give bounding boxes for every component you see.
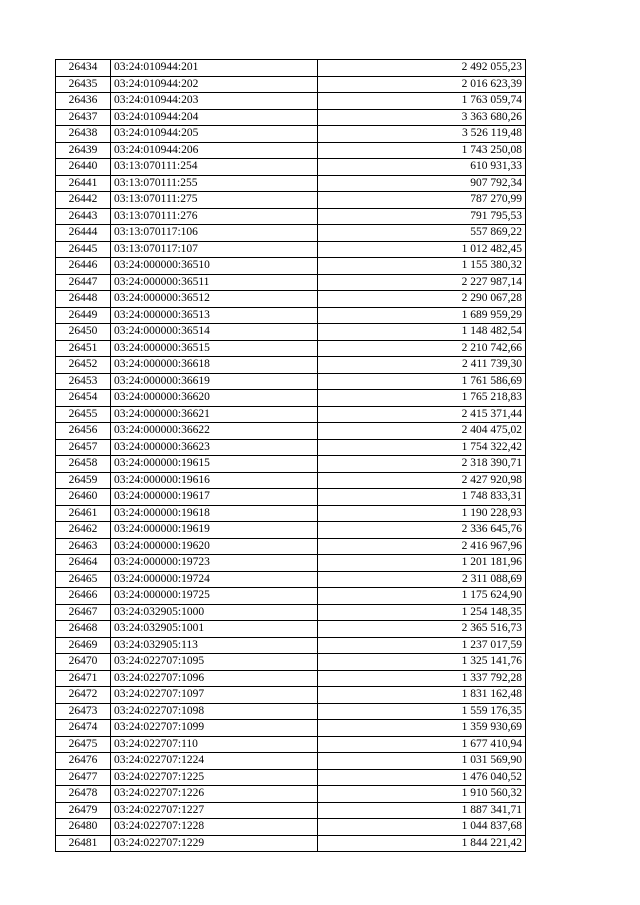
table-row [56,373,526,390]
cadastral-number-cell: 03:24:000000:19615 [111,456,318,473]
table-row [56,835,526,852]
cadastral-number-cell: 03:24:000000:36515 [111,340,318,357]
cadastral-number-cell: 03:24:000000:36619 [111,373,318,390]
table-row [56,703,526,720]
row-number-cell: 26468 [56,621,111,638]
cadastral-number-cell: 03:13:070117:106 [111,225,318,242]
table-row [56,109,526,126]
row-number-cell: 26439 [56,142,111,159]
data-table [55,59,526,852]
table-row [56,307,526,324]
value-cell: 610 931,33 [318,159,526,176]
table-row [56,489,526,506]
cadastral-number-cell: 03:24:000000:19725 [111,588,318,605]
cadastral-number-cell: 03:24:010944:201 [111,60,318,77]
cadastral-number-cell: 03:24:032905:1000 [111,604,318,621]
value-cell: 1 031 569,90 [318,753,526,770]
table-row [56,241,526,258]
table-row [56,60,526,77]
cadastral-number-cell: 03:13:070111:255 [111,175,318,192]
row-number-cell: 26441 [56,175,111,192]
table-row [56,670,526,687]
cadastral-number-cell: 03:24:032905:113 [111,637,318,654]
row-number-cell: 26443 [56,208,111,225]
table-row [56,324,526,341]
value-cell: 1 743 250,08 [318,142,526,159]
value-cell: 2 016 623,39 [318,76,526,93]
cadastral-number-cell: 03:24:022707:1227 [111,802,318,819]
cadastral-number-cell: 03:24:000000:19724 [111,571,318,588]
value-cell: 1 044 837,68 [318,819,526,836]
cadastral-number-cell: 03:24:010944:203 [111,93,318,110]
row-number-cell: 26481 [56,835,111,852]
cadastral-number-cell: 03:24:000000:36623 [111,439,318,456]
value-cell: 1 148 482,54 [318,324,526,341]
cadastral-number-cell: 03:24:000000:19616 [111,472,318,489]
cadastral-number-cell: 03:24:000000:36618 [111,357,318,374]
row-number-cell: 26470 [56,654,111,671]
value-cell: 1 476 040,52 [318,769,526,786]
value-cell: 1 763 059,74 [318,93,526,110]
value-cell: 1 761 586,69 [318,373,526,390]
row-number-cell: 26459 [56,472,111,489]
row-number-cell: 26464 [56,555,111,572]
table-row [56,208,526,225]
row-number-cell: 26455 [56,406,111,423]
row-number-cell: 26437 [56,109,111,126]
table-row [56,340,526,357]
table-row [56,555,526,572]
row-number-cell: 26473 [56,703,111,720]
value-cell: 2 415 371,44 [318,406,526,423]
value-cell: 1 012 482,45 [318,241,526,258]
row-number-cell: 26467 [56,604,111,621]
value-cell: 1 677 410,94 [318,736,526,753]
value-cell: 2 210 742,66 [318,340,526,357]
row-number-cell: 26472 [56,687,111,704]
value-cell: 3 363 680,26 [318,109,526,126]
table-row [56,769,526,786]
row-number-cell: 26458 [56,456,111,473]
row-number-cell: 26447 [56,274,111,291]
row-number-cell: 26479 [56,802,111,819]
value-cell: 1 689 959,29 [318,307,526,324]
value-cell: 1 201 181,96 [318,555,526,572]
row-number-cell: 26457 [56,439,111,456]
cadastral-number-cell: 03:24:000000:36514 [111,324,318,341]
cadastral-number-cell: 03:24:022707:1096 [111,670,318,687]
row-number-cell: 26445 [56,241,111,258]
value-cell: 2 492 055,23 [318,60,526,77]
value-cell: 1 237 017,59 [318,637,526,654]
value-cell: 2 416 967,96 [318,538,526,555]
cadastral-number-cell: 03:24:000000:36510 [111,258,318,275]
row-number-cell: 26436 [56,93,111,110]
row-number-cell: 26446 [56,258,111,275]
cadastral-number-cell: 03:24:000000:36621 [111,406,318,423]
cadastral-number-cell: 03:24:022707:1224 [111,753,318,770]
cadastral-number-cell: 03:24:000000:19618 [111,505,318,522]
value-cell: 791 795,53 [318,208,526,225]
cadastral-number-cell: 03:24:000000:36620 [111,390,318,407]
cadastral-number-cell: 03:24:022707:1099 [111,720,318,737]
value-cell: 2 311 088,69 [318,571,526,588]
row-number-cell: 26466 [56,588,111,605]
table-row [56,423,526,440]
table-row [56,687,526,704]
table-row [56,225,526,242]
table-row [56,786,526,803]
table-row [56,142,526,159]
value-cell: 2 336 645,76 [318,522,526,539]
value-cell: 1 765 218,83 [318,390,526,407]
table-row [56,571,526,588]
table-row [56,538,526,555]
row-number-cell: 26435 [56,76,111,93]
value-cell: 3 526 119,48 [318,126,526,143]
cadastral-number-cell: 03:24:000000:19619 [111,522,318,539]
table-row [56,802,526,819]
table-row [56,175,526,192]
cadastral-number-cell: 03:24:000000:19723 [111,555,318,572]
row-number-cell: 26460 [56,489,111,506]
row-number-cell: 26448 [56,291,111,308]
row-number-cell: 26480 [56,819,111,836]
row-number-cell: 26465 [56,571,111,588]
value-cell: 1 844 221,42 [318,835,526,852]
table-row [56,654,526,671]
cadastral-number-cell: 03:24:010944:204 [111,109,318,126]
table-row [56,621,526,638]
value-cell: 1 887 341,71 [318,802,526,819]
table-row [56,406,526,423]
cadastral-number-cell: 03:24:000000:19620 [111,538,318,555]
cadastral-number-cell: 03:13:070117:107 [111,241,318,258]
table-row [56,126,526,143]
table-row [56,522,526,539]
value-cell: 2 411 739,30 [318,357,526,374]
table-row [56,291,526,308]
cadastral-number-cell: 03:13:070111:276 [111,208,318,225]
value-cell: 1 559 176,35 [318,703,526,720]
cadastral-number-cell: 03:24:000000:36622 [111,423,318,440]
cadastral-number-cell: 03:24:000000:36512 [111,291,318,308]
row-number-cell: 26452 [56,357,111,374]
cadastral-number-cell: 03:13:070111:254 [111,159,318,176]
row-number-cell: 26461 [56,505,111,522]
cadastral-number-cell: 03:24:010944:206 [111,142,318,159]
cadastral-number-cell: 03:24:000000:36511 [111,274,318,291]
row-number-cell: 26434 [56,60,111,77]
row-number-cell: 26453 [56,373,111,390]
value-cell: 1 359 930,69 [318,720,526,737]
table-body [56,60,526,852]
value-cell: 1 190 228,93 [318,505,526,522]
row-number-cell: 26456 [56,423,111,440]
table-row [56,588,526,605]
value-cell: 1 910 560,32 [318,786,526,803]
cadastral-number-cell: 03:24:022707:110 [111,736,318,753]
table-row [56,93,526,110]
row-number-cell: 26440 [56,159,111,176]
row-number-cell: 26476 [56,753,111,770]
value-cell: 1 254 148,35 [318,604,526,621]
row-number-cell: 26438 [56,126,111,143]
value-cell: 1 175 624,90 [318,588,526,605]
table-row [56,357,526,374]
value-cell: 2 318 390,71 [318,456,526,473]
value-cell: 907 792,34 [318,175,526,192]
row-number-cell: 26474 [56,720,111,737]
row-number-cell: 26471 [56,670,111,687]
cadastral-number-cell: 03:24:022707:1226 [111,786,318,803]
value-cell: 2 290 067,28 [318,291,526,308]
row-number-cell: 26449 [56,307,111,324]
cadastral-number-cell: 03:24:022707:1098 [111,703,318,720]
row-number-cell: 26469 [56,637,111,654]
table-row [56,258,526,275]
table-row [56,76,526,93]
table-row [56,736,526,753]
table-row [56,753,526,770]
value-cell: 1 155 380,32 [318,258,526,275]
row-number-cell: 26442 [56,192,111,209]
table-row [56,505,526,522]
value-cell: 557 869,22 [318,225,526,242]
row-number-cell: 26462 [56,522,111,539]
table-row [56,456,526,473]
value-cell: 1 754 322,42 [318,439,526,456]
value-cell: 1 337 792,28 [318,670,526,687]
row-number-cell: 26478 [56,786,111,803]
row-number-cell: 26463 [56,538,111,555]
table-row [56,472,526,489]
cadastral-number-cell: 03:13:070111:275 [111,192,318,209]
table-row [56,439,526,456]
cadastral-number-cell: 03:24:032905:1001 [111,621,318,638]
table-row [56,604,526,621]
row-number-cell: 26477 [56,769,111,786]
table-row [56,819,526,836]
cadastral-number-cell: 03:24:000000:19617 [111,489,318,506]
cadastral-number-cell: 03:24:022707:1097 [111,687,318,704]
table-row [56,159,526,176]
table-row [56,637,526,654]
row-number-cell: 26451 [56,340,111,357]
cadastral-number-cell: 03:24:022707:1228 [111,819,318,836]
table-row [56,390,526,407]
cadastral-number-cell: 03:24:010944:202 [111,76,318,93]
row-number-cell: 26454 [56,390,111,407]
cadastral-number-cell: 03:24:000000:36513 [111,307,318,324]
value-cell: 2 404 475,02 [318,423,526,440]
value-cell: 787 270,99 [318,192,526,209]
value-cell: 2 227 987,14 [318,274,526,291]
cadastral-number-cell: 03:24:022707:1095 [111,654,318,671]
table-row [56,720,526,737]
row-number-cell: 26475 [56,736,111,753]
cadastral-number-cell: 03:24:010944:205 [111,126,318,143]
cadastral-number-cell: 03:24:022707:1229 [111,835,318,852]
value-cell: 1 831 162,48 [318,687,526,704]
table-row [56,192,526,209]
row-number-cell: 26450 [56,324,111,341]
value-cell: 1 325 141,76 [318,654,526,671]
value-cell: 2 365 516,73 [318,621,526,638]
cadastral-number-cell: 03:24:022707:1225 [111,769,318,786]
value-cell: 2 427 920,98 [318,472,526,489]
table-row [56,274,526,291]
value-cell: 1 748 833,31 [318,489,526,506]
row-number-cell: 26444 [56,225,111,242]
